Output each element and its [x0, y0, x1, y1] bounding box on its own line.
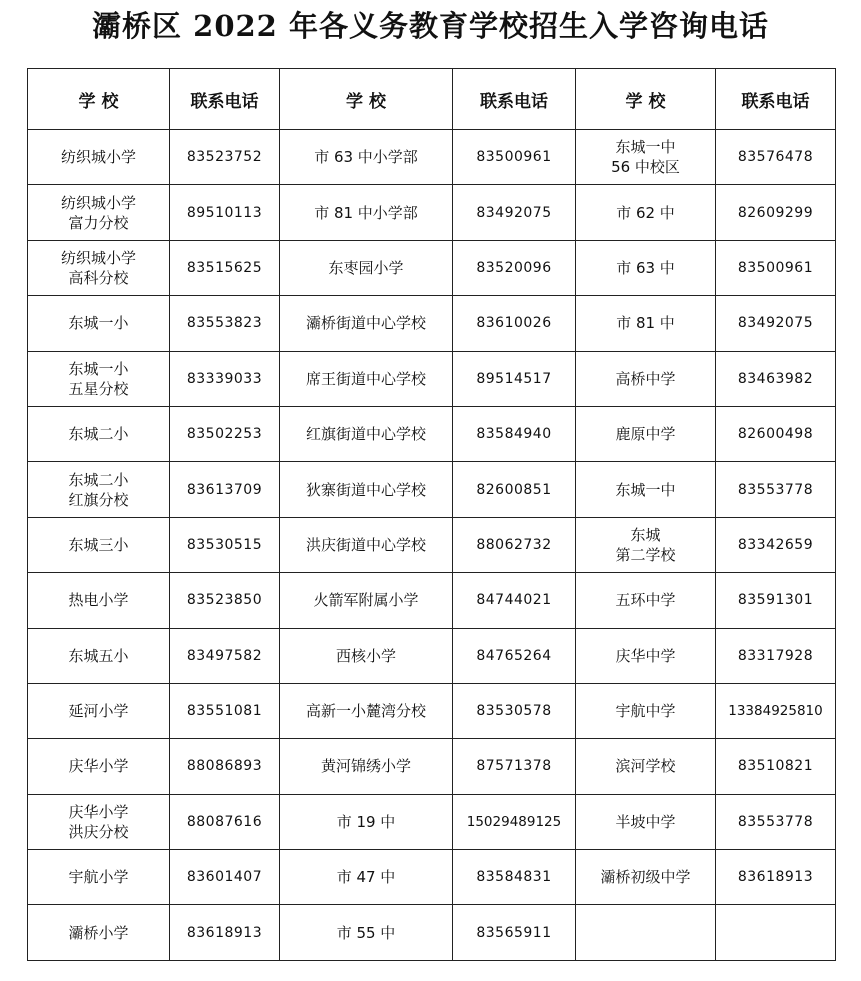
school-name-cell: 东枣园小学: [280, 240, 453, 295]
school-name-cell: 庆华小学 洪庆分校: [28, 794, 170, 849]
table-row: [28, 296, 836, 351]
school-name-cell: 东城一小 五星分校: [28, 351, 170, 406]
school-name-cell: 纺织城小学 富力分校: [28, 185, 170, 240]
phone-number-cell: 83584940: [453, 406, 576, 461]
column-header-school: 学 校: [28, 69, 170, 130]
school-name-cell: 市 81 中: [576, 296, 716, 351]
phone-number-cell: 83530578: [453, 683, 576, 738]
phone-number-cell: 82609299: [716, 185, 836, 240]
school-name-cell: 宇航小学: [28, 850, 170, 905]
school-name-cell: 席王街道中心学校: [280, 351, 453, 406]
school-name-cell: 东城五小: [28, 628, 170, 683]
school-name-cell: 东城一中 56 中校区: [576, 130, 716, 185]
phone-number-cell: 83551081: [170, 683, 280, 738]
phone-number-cell: [716, 905, 836, 960]
school-name-cell: 宇航中学: [576, 683, 716, 738]
phone-number-cell: 83618913: [170, 905, 280, 960]
phone-number-cell: 84765264: [453, 628, 576, 683]
phone-number-cell: 89510113: [170, 185, 280, 240]
table-body: [28, 130, 836, 961]
phone-number-cell: 83500961: [716, 240, 836, 295]
school-name-cell: 市 55 中: [280, 905, 453, 960]
school-name-cell: 庆华中学: [576, 628, 716, 683]
phone-number-cell: 83523752: [170, 130, 280, 185]
table-row: [28, 351, 836, 406]
phone-number-cell: 82600498: [716, 406, 836, 461]
school-name-cell: 东城二小: [28, 406, 170, 461]
phone-number-cell: 15029489125: [453, 794, 576, 849]
column-header-phone: 联系电话: [453, 69, 576, 130]
school-name-cell: 狄寨街道中心学校: [280, 462, 453, 517]
school-name-cell: [576, 905, 716, 960]
phone-number-cell: 83530515: [170, 517, 280, 572]
phone-number-cell: 83523850: [170, 573, 280, 628]
phone-number-cell: 88087616: [170, 794, 280, 849]
school-name-cell: 西核小学: [280, 628, 453, 683]
school-name-cell: 市 63 中小学部: [280, 130, 453, 185]
school-name-cell: 洪庆街道中心学校: [280, 517, 453, 572]
phone-number-cell: 83492075: [453, 185, 576, 240]
phone-number-cell: 83565911: [453, 905, 576, 960]
school-name-cell: 市 47 中: [280, 850, 453, 905]
table-header-row: [28, 69, 836, 130]
phone-number-cell: 83553823: [170, 296, 280, 351]
table-row: [28, 240, 836, 295]
phone-number-cell: 83591301: [716, 573, 836, 628]
phone-number-cell: 83618913: [716, 850, 836, 905]
column-header-school: 学 校: [576, 69, 716, 130]
phone-number-cell: 83613709: [170, 462, 280, 517]
school-name-cell: 庆华小学: [28, 739, 170, 794]
phone-number-cell: 83497582: [170, 628, 280, 683]
table-row: [28, 739, 836, 794]
phone-number-cell: 83502253: [170, 406, 280, 461]
school-name-cell: 热电小学: [28, 573, 170, 628]
table-row: [28, 794, 836, 849]
phone-number-cell: 82600851: [453, 462, 576, 517]
phone-number-cell: 83584831: [453, 850, 576, 905]
table-row: [28, 683, 836, 738]
school-phone-table: [27, 68, 836, 961]
phone-number-cell: 88086893: [170, 739, 280, 794]
school-name-cell: 市 62 中: [576, 185, 716, 240]
school-name-cell: 五环中学: [576, 573, 716, 628]
school-name-cell: 高桥中学: [576, 351, 716, 406]
school-name-cell: 鹿原中学: [576, 406, 716, 461]
phone-number-cell: 83492075: [716, 296, 836, 351]
school-name-cell: 纺织城小学: [28, 130, 170, 185]
school-name-cell: 火箭军附属小学: [280, 573, 453, 628]
phone-number-cell: 13384925810: [716, 683, 836, 738]
phone-number-cell: 88062732: [453, 517, 576, 572]
table-row: [28, 850, 836, 905]
phone-number-cell: 87571378: [453, 739, 576, 794]
table-row: [28, 628, 836, 683]
school-name-cell: 灞桥初级中学: [576, 850, 716, 905]
school-name-cell: 东城三小: [28, 517, 170, 572]
phone-number-cell: 83553778: [716, 794, 836, 849]
phone-number-cell: 83610026: [453, 296, 576, 351]
school-name-cell: 市 81 中小学部: [280, 185, 453, 240]
school-name-cell: 市 19 中: [280, 794, 453, 849]
column-header-school: 学 校: [280, 69, 453, 130]
school-name-cell: 东城一小: [28, 296, 170, 351]
school-name-cell: 滨河学校: [576, 739, 716, 794]
school-name-cell: 半坡中学: [576, 794, 716, 849]
table-row: [28, 406, 836, 461]
table-row: [28, 185, 836, 240]
phone-number-cell: 83342659: [716, 517, 836, 572]
phone-number-cell: 83500961: [453, 130, 576, 185]
column-header-phone: 联系电话: [170, 69, 280, 130]
school-name-cell: 东城一中: [576, 462, 716, 517]
table-row: [28, 517, 836, 572]
school-name-cell: 红旗街道中心学校: [280, 406, 453, 461]
column-header-phone: 联系电话: [716, 69, 836, 130]
school-name-cell: 高新一小麓湾分校: [280, 683, 453, 738]
phone-number-cell: 83339033: [170, 351, 280, 406]
table-row: [28, 462, 836, 517]
school-name-cell: 东城 第二学校: [576, 517, 716, 572]
page-title: 灞桥区 2022 年各义务教育学校招生入学咨询电话: [92, 9, 769, 43]
phone-number-cell: 83317928: [716, 628, 836, 683]
phone-number-cell: 83576478: [716, 130, 836, 185]
phone-number-cell: 89514517: [453, 351, 576, 406]
table-row: [28, 130, 836, 185]
school-name-cell: 黄河锦绣小学: [280, 739, 453, 794]
phone-number-cell: 83520096: [453, 240, 576, 295]
table-row: [28, 905, 836, 960]
school-name-cell: 纺织城小学 高科分校: [28, 240, 170, 295]
phone-number-cell: 83463982: [716, 351, 836, 406]
school-name-cell: 市 63 中: [576, 240, 716, 295]
phone-number-cell: 83510821: [716, 739, 836, 794]
phone-number-cell: 83553778: [716, 462, 836, 517]
table-row: [28, 573, 836, 628]
school-name-cell: 东城二小 红旗分校: [28, 462, 170, 517]
school-name-cell: 灞桥小学: [28, 905, 170, 960]
phone-number-cell: 83601407: [170, 850, 280, 905]
school-name-cell: 灞桥街道中心学校: [280, 296, 453, 351]
school-name-cell: 延河小学: [28, 683, 170, 738]
phone-number-cell: 83515625: [170, 240, 280, 295]
phone-number-cell: 84744021: [453, 573, 576, 628]
